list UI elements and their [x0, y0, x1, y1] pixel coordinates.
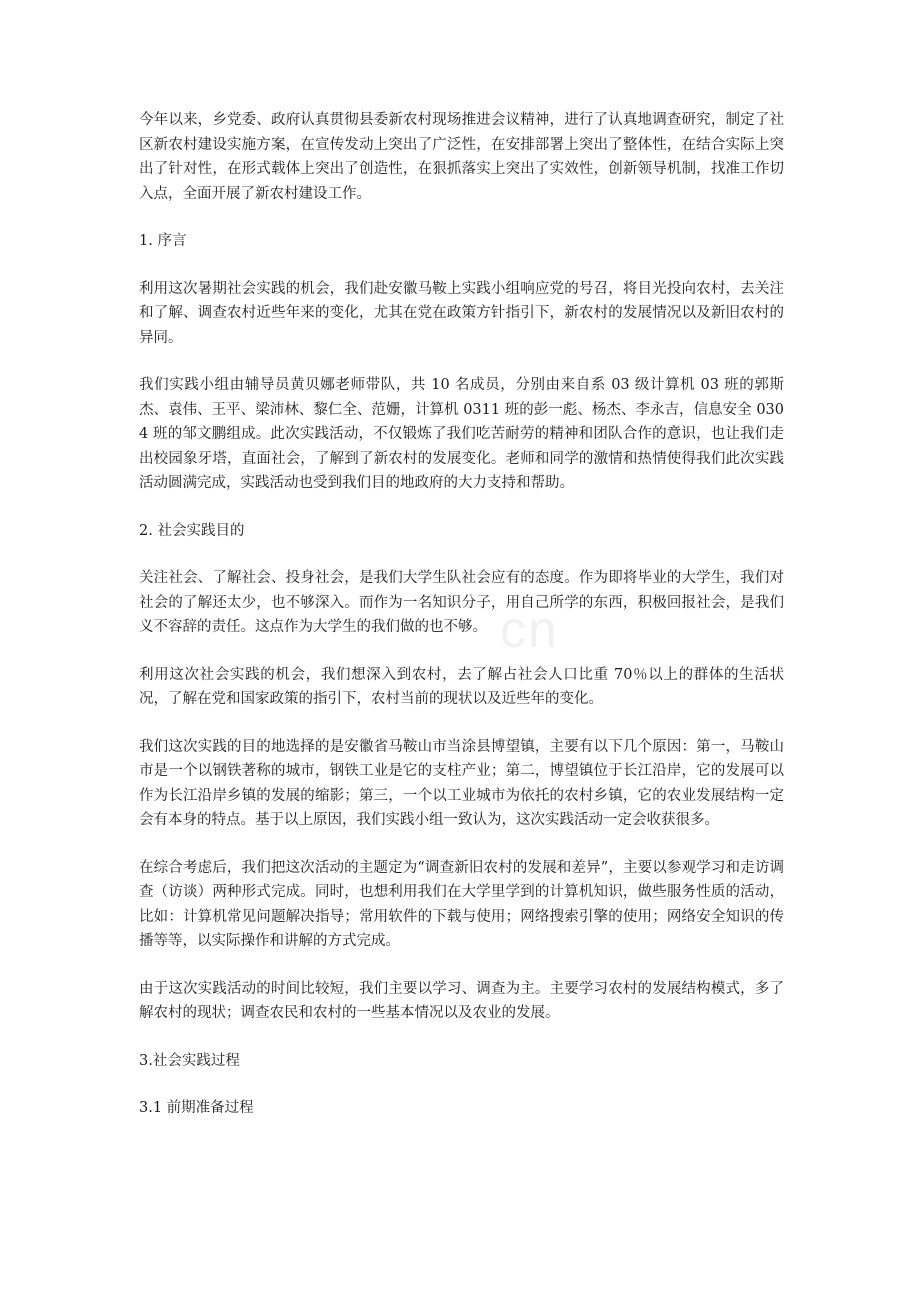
section-3-heading: 3.社会实践过程 [139, 1052, 240, 1069]
section-1-heading: 1. 序言 [139, 233, 187, 249]
section-1-paragraph-1: 利用这次暑期社会实践的机会，我们赴安徽马鞍上实践小组响应党的号召，将目光投向农村，去关注和了解、调查农村近些年来的变化，尤其在党在政策方针指引下，新农村的发展情况以及新旧农村的异同。 [139, 280, 784, 346]
section-2-paragraph-2: 利用这次社会实践的机会，我们想深入到农村，去了解占社会人口比重 70％以上的群体的生活状况，了解在党和国家政策的指引下，农村当前的现状以及近些年的变化。 [139, 666, 784, 707]
section-2-paragraph-5: 由于这次实践活动的时间比较短，我们主要以学习、调查为主。主要学习农村的发展结构模式，多了解农村的现状；调查农民和农村的一些基本情况以及农业的发展。 [139, 980, 784, 1021]
section-3-1-heading: 3.1 前期准备过程 [139, 1100, 254, 1116]
watermark: cn [500, 601, 559, 659]
intro-paragraph: 今年以来，乡党委、政府认真贯彻县委新农村现场推进会议精神，进行了认真地调查研究，制定了社区新农村建设实施方案，在宣传发动上突出了广泛性，在安排部署上突出了整体性，在结合实际上突出了针对性，在形式载体上突出了创造性，在狠抓落实上突出了实效性，创新领导机制，找准工作切入点，全面开展了新农村建设工作。 [139, 112, 784, 202]
document-page [139, 108, 784, 1144]
section-2-paragraph-1: 关注社会、了解社会、投身社会，是我们大学生队社会应有的态度。作为即将毕业的大学生，我们对社会的了解还太少，也不够深入。而作为一名知识分子，用自己所学的东西，积极回报社会，是我们义不容辞的责任。这点作为大学生的我们做的也不够。 [139, 570, 784, 635]
section-2-paragraph-3: 我们这次实践的目的地选择的是安徽省马鞍山市当涂县博望镇，主要有以下几个原因：第一，马鞍山市是一个以钢铁著称的城市，钢铁工业是它的支柱产业；第二，博望镇位于长江沿岸，它的发展可以作为长江沿岸乡镇的发展的缩影；第三，一个以工业城市为依托的农村乡镇，它的农业发展结构一定会有本身的特点。基于以上原因，我们实践小组一致认为，这次实践活动一定会收获很多。 [139, 738, 784, 828]
section-2-paragraph-4: 在综合考虑后，我们把这次活动的主题定为“调查新旧农村的发展和差异”，主要以参观学习和走访调查（访谈）两种形式完成。同时，也想利用我们在大学里学到的计算机知识，做些服务性质的活动，比如：计算机常见问题解决指导；常用软件的下载与使用；网络搜索引擎的使用；网络安全知识的传播等等，以实际操作和讲解的方式完成。 [139, 859, 784, 949]
section-1-paragraph-2: 我们实践小组由辅导员黄贝娜老师带队，共 10 名成员，分别由来自系 03 级计算机 03 班的郭斯杰、袁伟、王平、梁沛林、黎仁全、范姗，计算机 0311 班的彭一彪、杨杰、李永吉，信息安全 0304 班的邹文鹏组成。此次实践活动，不仅锻炼了我们吃苦耐劳的精神和团队合作的意识，也让我们走出校园象牙塔，直面社会，了解到了新农村的发展变化。老师和同学的激情和热情使得我们此次实践活动圆满完成，实践活动也受到我们目的地政府的大力支持和帮助。 [139, 377, 784, 491]
section-2-heading: 2. 社会实践目的 [139, 522, 245, 539]
